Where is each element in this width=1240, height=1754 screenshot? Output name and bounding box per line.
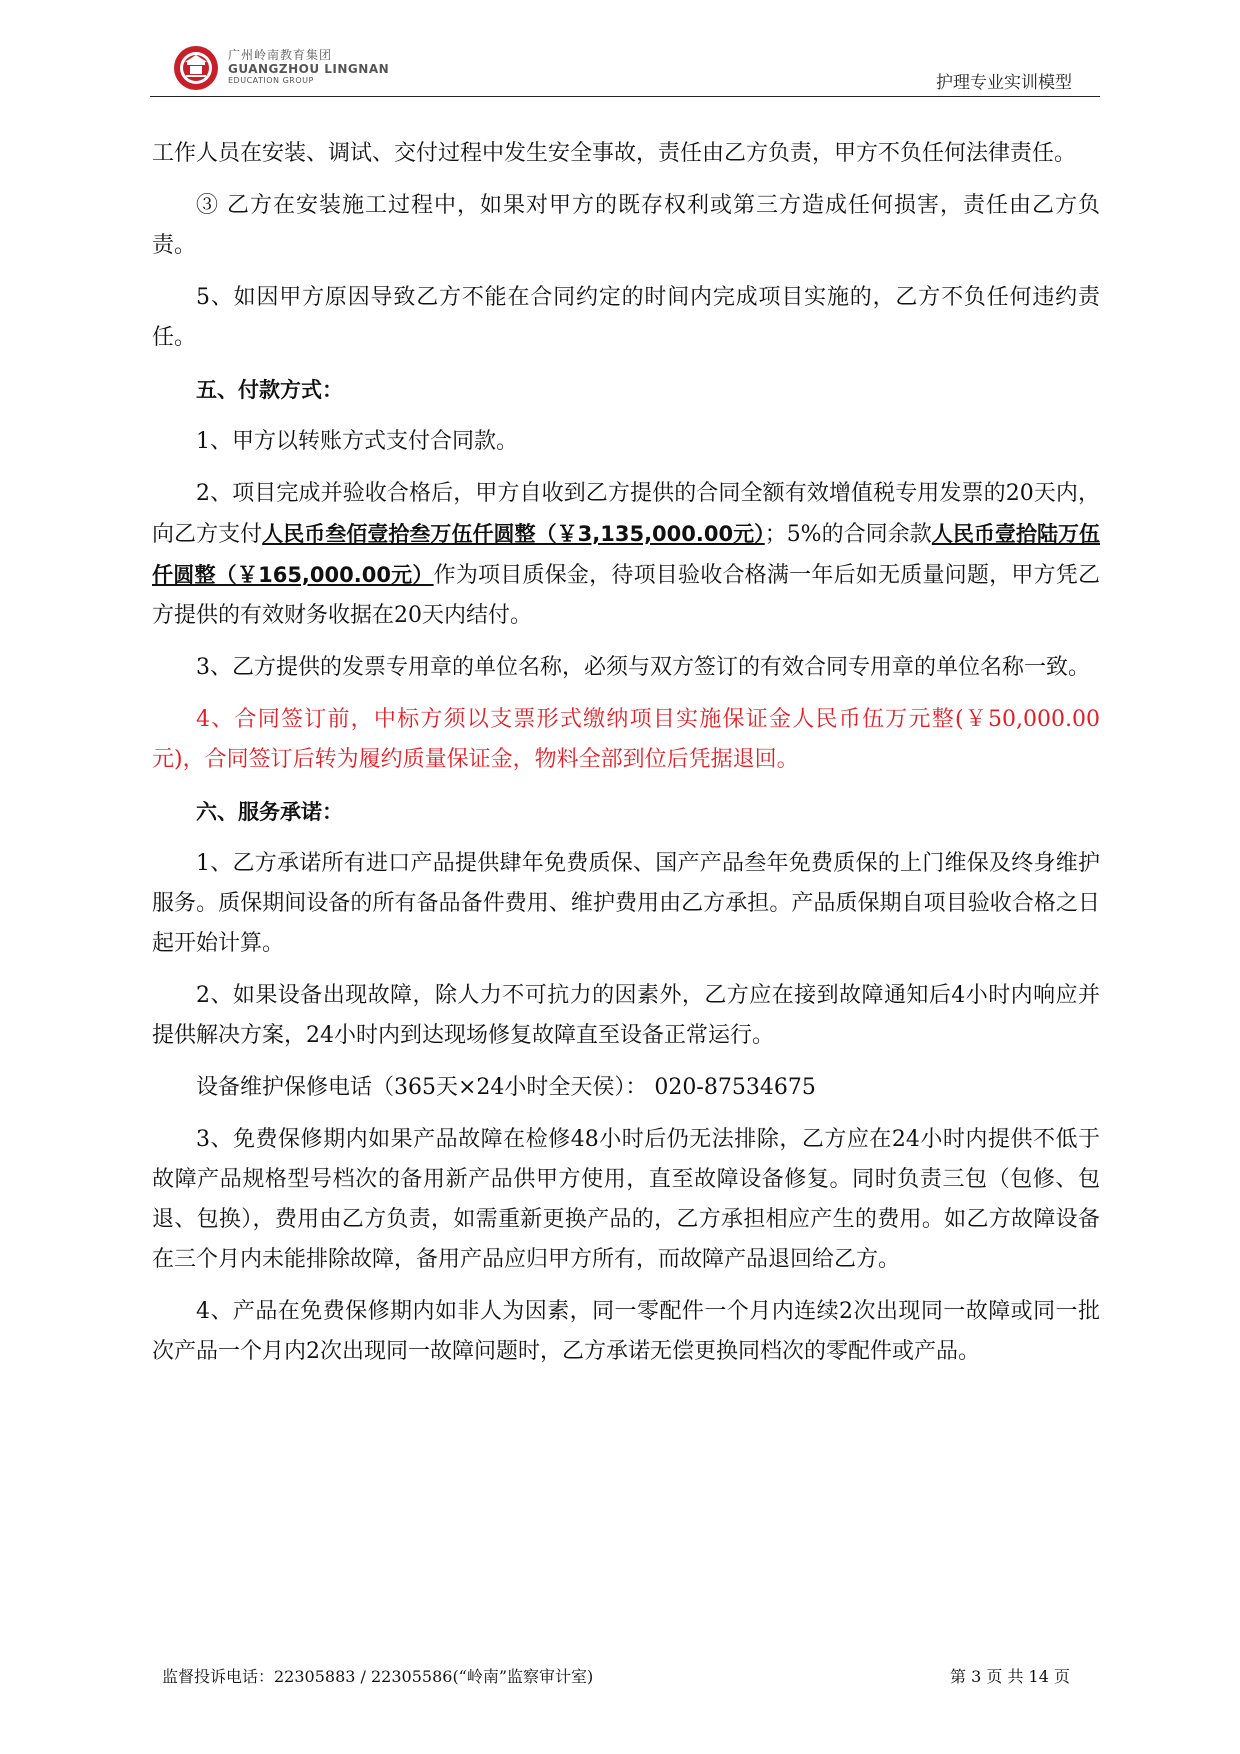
section-heading-payment: 五、付款方式： <box>196 378 343 402</box>
paragraph-payment-4: 4、合同签订前，中标方须以支票形式缴纳项目实施保证金人民币伍万元整(￥50,000.00元)，合同签订后转为履约质量保证金，物料全部到位后凭据退回。 <box>152 707 1100 772</box>
logo-cn: 广州岭南教育集团 <box>228 48 333 62</box>
paragraph-service-2: 2、如果设备出现故障，除人力不可抗力的因素外，乙方应在接到故障通知后4小时内响应并提供解决方案，24小时内到达现场修复故障直至设备正常运行。 <box>152 983 1100 1048</box>
paragraph-damage: ③ 乙方在安装施工过程中，如果对甲方的既存权利或第三方造成任何损害，责任由乙方负责。 <box>152 193 1100 258</box>
document-body <box>152 134 1100 1384</box>
paragraph-payment-2 <box>152 474 1100 636</box>
paragraph-service-phone: 设备维护保修电话（365天×24小时全天侯）： 020-87534675 <box>196 1075 816 1100</box>
page-number: 第 3 页 共 14 页 <box>950 1667 1070 1686</box>
section-heading-service: 六、服务承诺： <box>196 800 343 824</box>
lingnan-logo-icon <box>172 44 220 92</box>
logo-en1: GUANGZHOU LINGNAN <box>228 62 390 76</box>
paragraph-service-3: 3、免费保修期内如果产品故障在检修48小时后仍无法排除，乙方应在24小时内提供不低于故障产品规格型号档次的备用新产品供甲方使用，直至故障设备修复。同时负责三包（包修、包退、包换），费用由乙方负责，如需重新更换产品的，乙方承担相应产生的费用。如乙方故障设备在三个月内未能排除故障，备用产品应归甲方所有，而故障产品退回给乙方。 <box>152 1127 1100 1272</box>
page-header <box>150 40 1100 97</box>
complaint-phone: 监督投诉电话：22305883 / 22305586(“岭南”监察审计室) <box>162 1667 594 1686</box>
payment-2-text-c: 作为项目质保金，待项目验收合格满一年后如无质量问题，甲方凭乙方提供的有效财务收据在20天内结付。 <box>152 563 1100 628</box>
paragraph-payment-3: 3、乙方提供的发票专用章的单位名称，必须与双方签订的有效合同专用章的单位名称一致。 <box>196 655 1091 680</box>
logo-text <box>228 48 389 86</box>
paragraph-safety: 工作人员在安装、调试、交付过程中发生安全事故，责任由乙方负责，甲方不负任何法律责任。 <box>152 141 1077 166</box>
payment-2-text-b: ；5%的合同余款 <box>764 522 932 547</box>
paragraph-service-1: 1、乙方承诺所有进口产品提供肆年免费质保、国产产品叁年免费质保的上门维保及终身维护服务。质保期间设备的所有备品备件费用、维护费用由乙方承担。产品质保期自项目验收合格之日起开始计算。 <box>152 851 1100 956</box>
logo-en2: EDUCATION GROUP <box>228 76 314 85</box>
paragraph-payment-1: 1、甲方以转账方式支付合同款。 <box>196 429 518 454</box>
paragraph-service-4: 4、产品在免费保修期内如非人为因素，同一零配件一个月内连续2次出现同一故障或同一批次产品一个月内2次出现同一故障问题时，乙方承诺无偿更换同档次的零配件或产品。 <box>152 1299 1100 1364</box>
document-title: 护理专业实训模型 <box>936 73 1072 93</box>
payment-amount-2: 人民币壹拾陆万伍仟圆整（￥165,000.00元） <box>152 522 1101 587</box>
payment-amount-1: 人民币叁佰壹拾叁万伍仟圆整（￥3,135,000.00元） <box>262 522 765 546</box>
paragraph-delay: 5、如因甲方原因导致乙方不能在合同约定的时间内完成项目实施的，乙方不负任何违约责任。 <box>152 285 1100 350</box>
payment-2-text-a: 2、项目完成并验收合格后，甲方自收到乙方提供的合同全额有效增值税专用发票的20天内，向乙方支付 <box>152 481 1100 547</box>
